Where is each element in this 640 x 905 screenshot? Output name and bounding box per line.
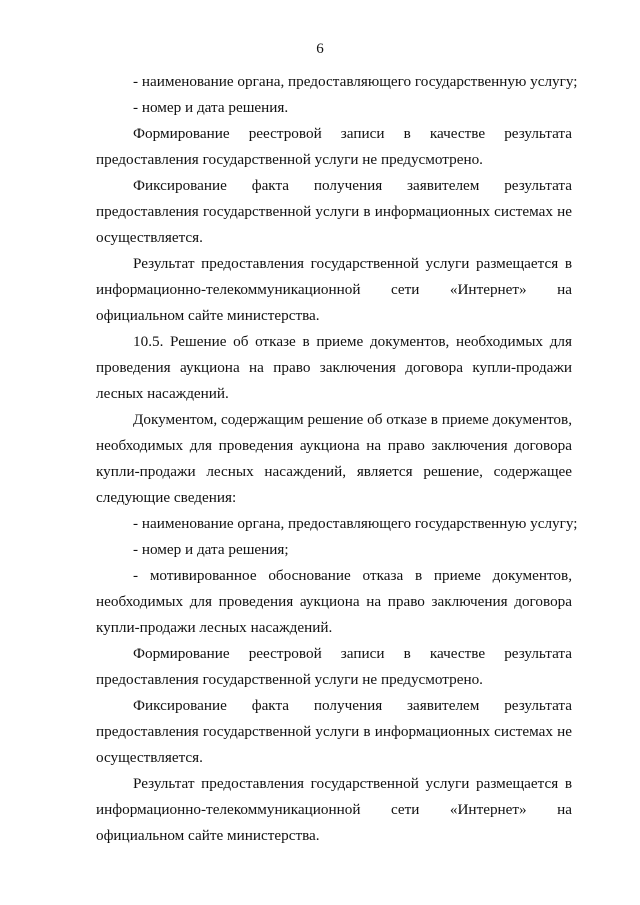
text-line: Формирование реестровой записи в качестве результата — [133, 125, 572, 142]
text-line: - мотивированное обоснование отказа в приеме документов, — [133, 567, 572, 584]
page-number: 6 — [316, 41, 324, 57]
text-line: купли-продажи лесных насаждений, является решение, содержащее — [96, 463, 572, 480]
text-line: предоставления государственной услуги не предусмотрено. — [96, 151, 483, 168]
text-line: необходимых для проведения аукциона на право заключения договора — [96, 593, 572, 610]
text-line: осуществляется. — [96, 229, 203, 246]
text-line: Результат предоставления государственной услуги размещается в — [133, 775, 572, 792]
text-line: Результат предоставления государственной услуги размещается в — [133, 255, 572, 272]
text-line: Фиксирование факта получения заявителем результата — [133, 177, 572, 194]
text-line: Документом, содержащим решение об отказе в приеме документов, — [133, 411, 572, 428]
text-line: необходимых для проведения аукциона на право заключения договора — [96, 437, 572, 454]
text-line: лесных насаждений. — [96, 385, 229, 402]
text-line: официальном сайте министерства. — [96, 307, 320, 324]
text-line: предоставления государственной услуги в информационных системах не — [96, 203, 572, 220]
text-line: Формирование реестровой записи в качестве результата — [133, 645, 572, 662]
text-line: купли-продажи лесных насаждений. — [96, 619, 333, 636]
text-line: Фиксирование факта получения заявителем результата — [133, 697, 572, 714]
text-line: предоставления государственной услуги в информационных системах не — [96, 723, 572, 740]
text-line: - наименование органа, предоставляющего государственную услугу; — [133, 73, 578, 90]
text-line: - номер и дата решения. — [133, 99, 289, 116]
text-line: осуществляется. — [96, 749, 203, 766]
text-line: официальном сайте министерства. — [96, 827, 320, 844]
text-line: - номер и дата решения; — [133, 541, 289, 558]
text-line: - наименование органа, предоставляющего государственную услугу; — [133, 515, 578, 532]
text-line: следующие сведения: — [96, 489, 237, 506]
text-line: предоставления государственной услуги не предусмотрено. — [96, 671, 483, 688]
text-line: проведения аукциона на право заключения договора купли-продажи — [96, 359, 572, 376]
text-line: информационно-телекоммуникационной сети «Интернет» на — [96, 281, 572, 298]
text-line: информационно-телекоммуникационной сети «Интернет» на — [96, 801, 572, 818]
text-line: 10.5. Решение об отказе в приеме документов, необходимых для — [133, 333, 572, 350]
